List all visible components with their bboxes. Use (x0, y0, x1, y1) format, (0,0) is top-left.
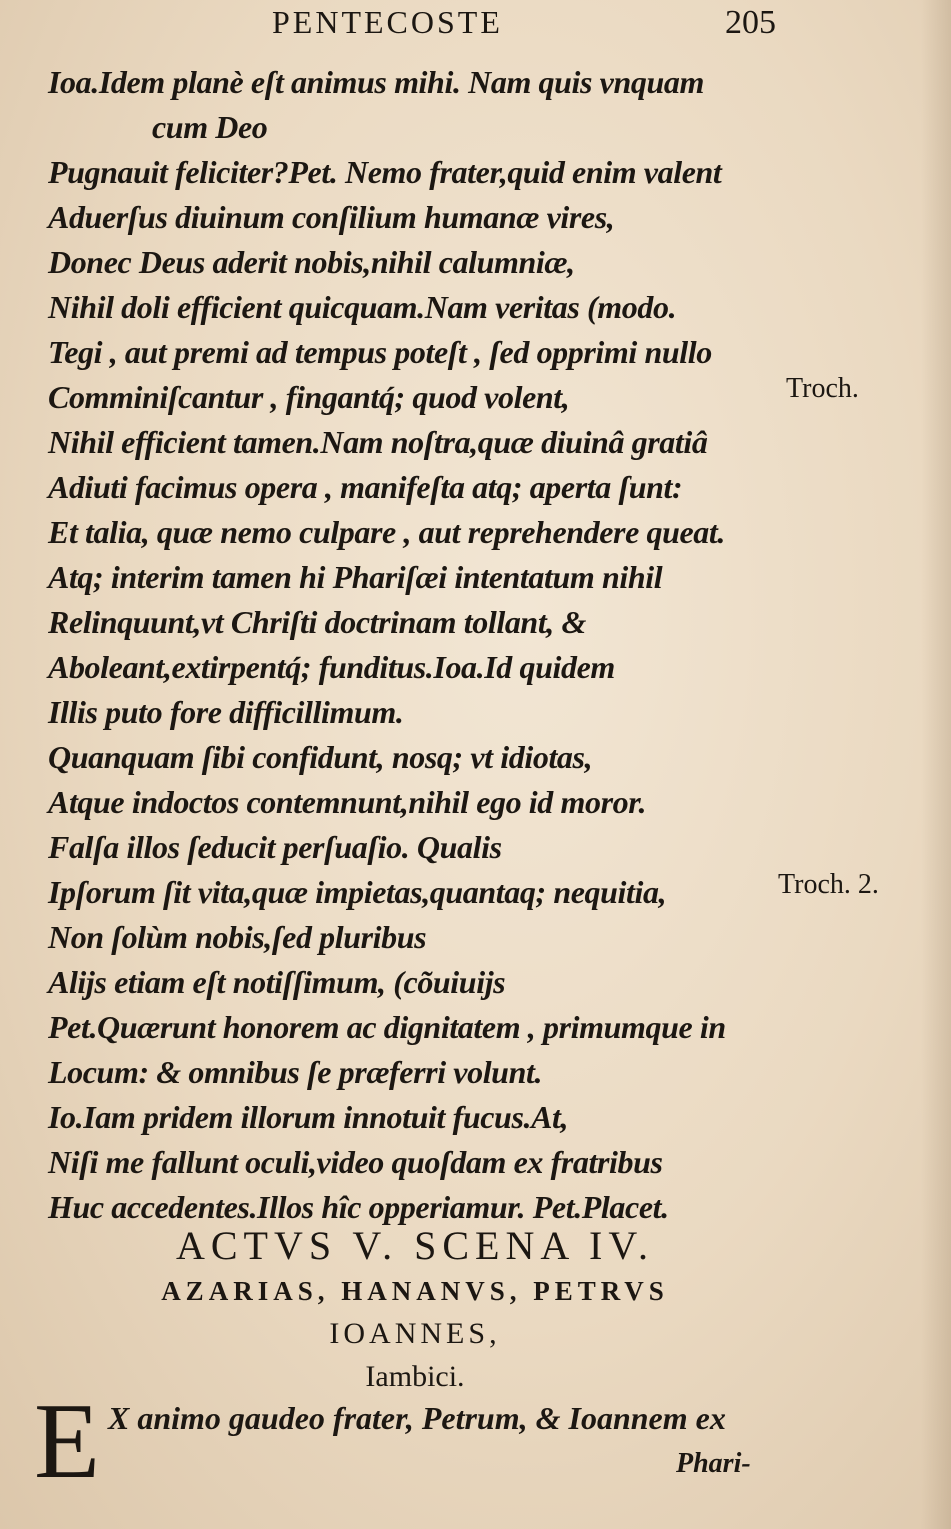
verse-line: Et talia, quæ nemo culpare , aut reprehendere queat. (48, 514, 725, 550)
marginal-note: Troch. (786, 373, 859, 404)
verse-line: Aduerſus diuinum conſilium humanæ vires, (48, 199, 615, 235)
verse-line: Tegi , aut premi ad tempus poteſt , ſed opprimi nullo (48, 334, 712, 370)
page-number: 205 (725, 4, 776, 41)
verse-line: Comminiſcantur , fingantq́; quod volent, (48, 379, 570, 415)
verse-line: Relinquunt,vt Chriſti doctrinam tollant, & (48, 604, 586, 640)
speakers-list: AZARIAS, HANANVS, PETRVS (161, 1276, 669, 1306)
speakers-list-continued: IOANNES, (329, 1317, 501, 1350)
verse-line: Atq; interim tamen hi Phariſæi intentatum nihil (48, 559, 663, 595)
verse-line: Falſa illos ſeducit perſuaſio. Qualis (48, 829, 502, 865)
verse-line: Aboleant,extirpentq́; funditus.Ioa.Id quidem (48, 649, 615, 685)
drop-cap-initial: E (34, 1382, 100, 1501)
verse-line: Illis puto fore difficillimum. (48, 694, 404, 730)
verse-line: cum Deo (152, 109, 268, 145)
verse-line: X animo gaudeo frater, Petrum, & Ioannem ex (108, 1400, 726, 1436)
verse-line: Alijs etiam eſt notiſſimum, (cõuiuijs (48, 964, 506, 1000)
verse-line: Adiuti facimus opera , manifeſta atq; aperta ſunt: (48, 469, 683, 505)
verse-line: Ioa.Idem planè eſt animus mihi. Nam quis vnquam (48, 64, 704, 100)
verse-line: Locum: & omnibus ſe præferri volunt. (48, 1054, 543, 1090)
running-head: PENTECOSTE (272, 4, 503, 40)
scene-heading: ACTVS V. SCENA IV. (175, 1223, 655, 1268)
verse-line: Ipſorum ſit vita,quæ impietas,quantaq; nequitia, (48, 874, 667, 910)
meter-label: Iambici. (365, 1360, 465, 1393)
verse-line: Nihil doli efficient quicquam.Nam veritas (modo. (48, 289, 677, 325)
verse-line: Pugnauit feliciter?Pet. Nemo frater,quid enim valent (48, 154, 722, 190)
verse-line: Non ſolùm nobis,ſed pluribus (48, 919, 427, 955)
verse-line: Donec Deus aderit nobis,nihil calumniæ, (48, 244, 575, 280)
verse-line: Huc accedentes.Illos hîc opperiamur. Pet.Placet. (48, 1189, 669, 1225)
verse-line: Niſi me fallunt oculi,video quoſdam ex fratribus (48, 1144, 663, 1180)
verse-line: Atque indoctos contemnunt,nihil ego id moror. (48, 784, 647, 820)
verse-line: Nihil efficient tamen.Nam noſtra,quæ diuinâ gratiâ (48, 424, 708, 460)
page-edge-shadow (921, 0, 951, 1529)
verse-line: Io.Iam pridem illorum innotuit fucus.At, (48, 1099, 569, 1135)
verse-line: Pet.Quærunt honorem ac dignitatem , primumque in (48, 1009, 726, 1045)
marginal-note: Troch. 2. (778, 869, 879, 900)
verse-line: Quanquam ſibi confidunt, nosq; vt idiotas, (48, 739, 593, 775)
catchword: Phari- (676, 1448, 751, 1479)
